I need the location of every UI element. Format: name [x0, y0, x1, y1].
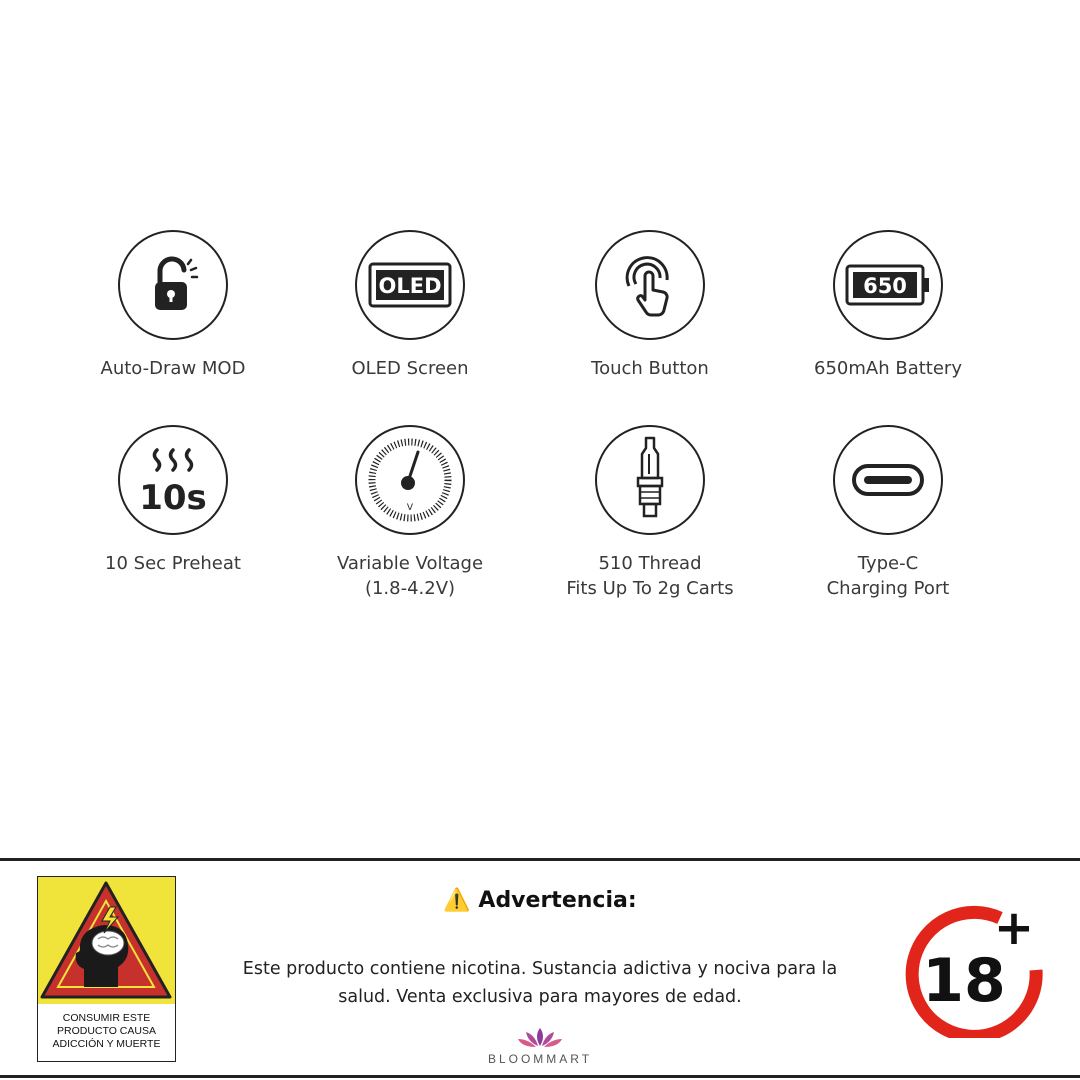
feature-circle [595, 425, 705, 535]
feature-type-c [778, 425, 998, 601]
warning-title: ⚠️ Advertencia: [443, 888, 637, 913]
feature-preheat [63, 425, 283, 576]
preheat-text: 10s [139, 478, 207, 518]
unlocked-padlock-icon [138, 250, 208, 320]
feature-circle [355, 230, 465, 340]
feature-label: Touch Button [591, 358, 709, 379]
brand-logo [440, 1026, 640, 1066]
feature-circle [118, 230, 228, 340]
feature-510-thread [540, 425, 760, 601]
age-number: 18 [922, 946, 1006, 1016]
oled-text: OLED [378, 274, 442, 298]
battery-icon [845, 260, 931, 310]
feature-circle [595, 230, 705, 340]
feature-label: 650mAh Battery [814, 358, 962, 379]
feature-label: 10 Sec Preheat [105, 553, 241, 574]
footer-top-rule [0, 858, 1080, 861]
feature-oled-screen [300, 230, 520, 381]
age-plus: + [993, 900, 1035, 956]
feature-battery [778, 230, 998, 381]
feature-circle [118, 425, 228, 535]
oled-screen-icon [368, 260, 452, 310]
battery-text: 650 [863, 274, 907, 298]
warning-label-text: CONSUMIR ESTE PRODUCTO CAUSA ADICCIÓN Y MUERTE [52, 1012, 161, 1050]
age-restriction-icon [900, 898, 1050, 1038]
feature-touch-button [540, 230, 760, 381]
lotus-logo-icon [517, 1026, 563, 1048]
voltage-text: V [406, 503, 414, 513]
brand-name: BLOOMMART [487, 1052, 593, 1066]
footer-bottom-rule [0, 1075, 1080, 1078]
feature-circle [833, 425, 943, 535]
usb-c-port-icon [850, 460, 926, 500]
feature-circle [833, 230, 943, 340]
warning-body: Este producto contiene nicotina. Sustancia adictiva y nociva para la salud. Venta exclusiva para mayores de edad. [242, 959, 838, 1007]
touch-finger-icon [615, 248, 685, 322]
voltage-dial-icon [364, 434, 456, 526]
feature-label: 510 Thread Fits Up To 2g Carts [566, 553, 734, 599]
preheat-icon [133, 440, 213, 520]
cartridge-thread-icon [630, 434, 670, 526]
feature-circle [355, 425, 465, 535]
age-18-badge [900, 898, 1050, 1038]
feature-label: OLED Screen [351, 358, 469, 379]
warning-footer [0, 858, 1080, 1080]
feature-label: Type-C Charging Port [826, 553, 950, 599]
feature-variable-voltage [300, 425, 520, 601]
feature-label: Auto-Draw MOD [100, 358, 246, 379]
feature-label: Variable Voltage (1.8-4.2V) [336, 553, 484, 599]
feature-auto-draw [63, 230, 283, 381]
